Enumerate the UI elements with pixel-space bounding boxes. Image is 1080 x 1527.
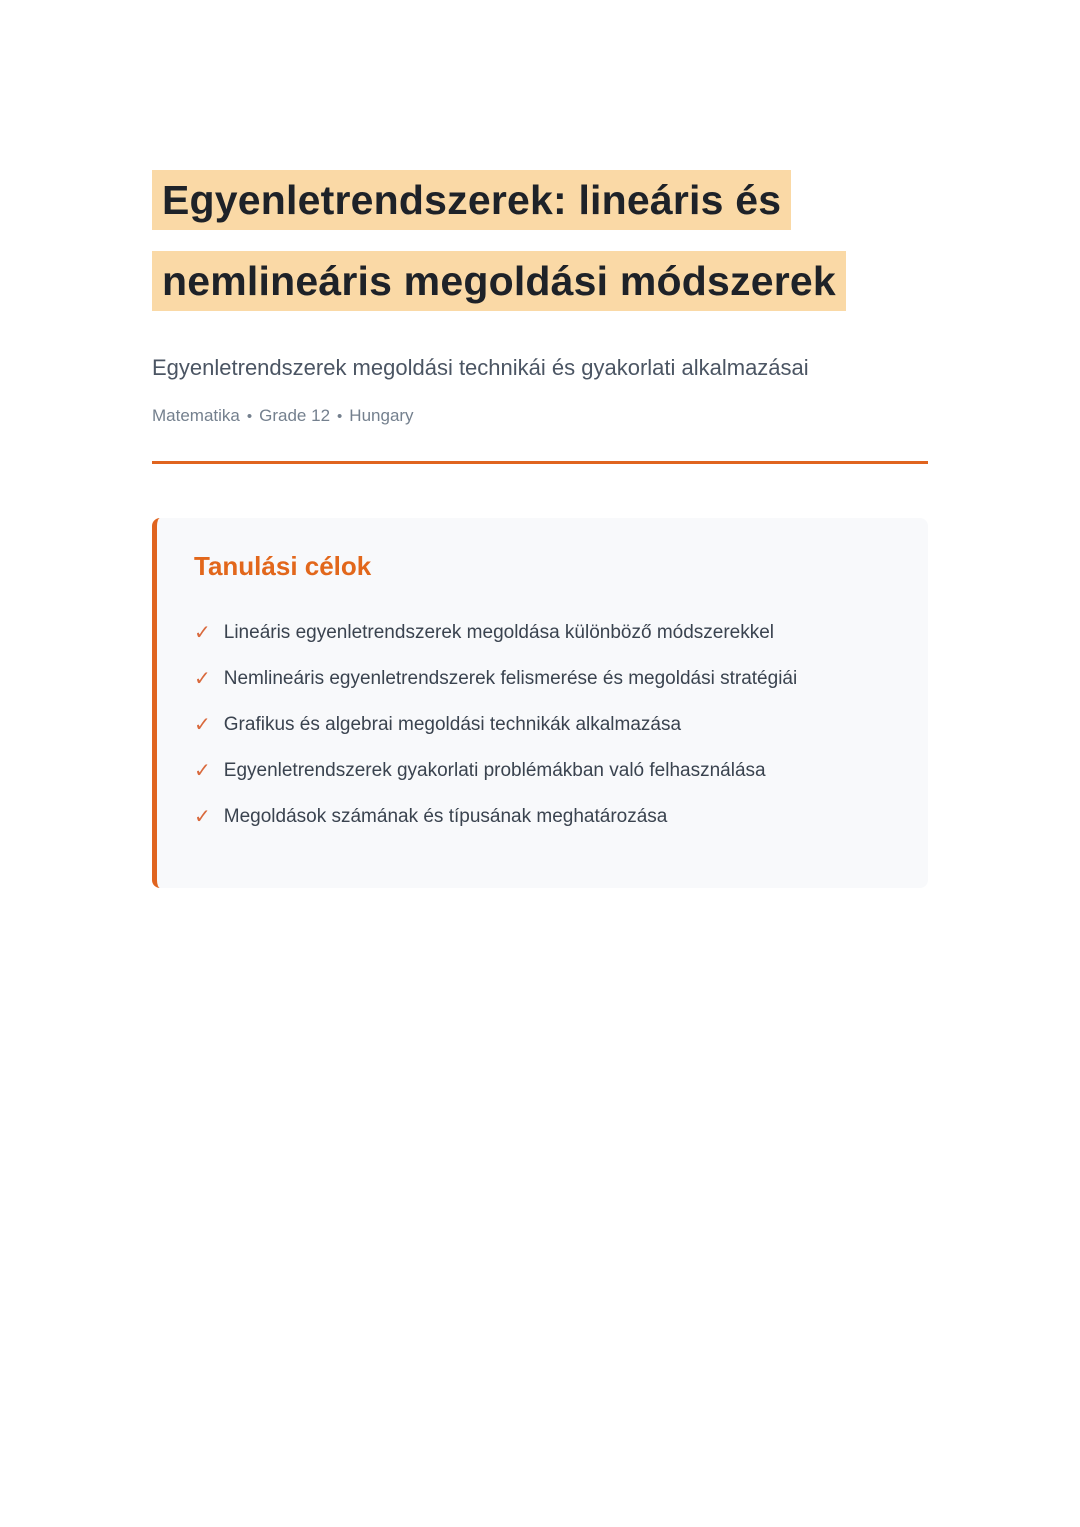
- objective-text: Nemlineáris egyenletrendszerek felismerése és megoldási stratégiái: [223, 668, 798, 689]
- accent-divider: [152, 461, 928, 464]
- learning-objectives-card: [152, 518, 928, 888]
- course-meta: [152, 406, 928, 426]
- meta-separator-icon: •: [337, 408, 343, 425]
- page-subtitle: Egyenletrendszerek megoldási technikái és gyakorlati alkalmazásai: [152, 355, 809, 380]
- objective-text: Grafikus és algebrai megoldási technikák alkalmazása: [223, 714, 682, 735]
- list-item: [194, 706, 898, 744]
- content-column: [152, 0, 928, 888]
- objectives-heading: Tanulási célok: [194, 551, 372, 581]
- page-title: [152, 160, 928, 322]
- meta-grade: Grade 12: [259, 406, 331, 425]
- meta-separator-icon: •: [246, 408, 253, 425]
- check-icon: ✓: [194, 806, 211, 828]
- list-item: [194, 614, 898, 652]
- check-icon: ✓: [194, 760, 211, 782]
- objective-text: Lineáris egyenletrendszerek megoldása különböző módszerekkel: [223, 622, 775, 643]
- list-item: [194, 660, 898, 698]
- check-icon: ✓: [194, 668, 211, 690]
- objective-text: Megoldások számának és típusának meghatározása: [223, 806, 668, 827]
- check-icon: ✓: [194, 714, 211, 736]
- list-item: [194, 752, 898, 790]
- meta-country: Hungary: [349, 406, 414, 425]
- objectives-list: [194, 614, 898, 836]
- meta-subject: Matematika: [152, 406, 240, 425]
- page-title-highlight: Egyenletrendszerek: lineáris és nemlineáris megoldási módszerek: [152, 170, 846, 311]
- objective-text: Egyenletrendszerek gyakorlati problémákban való felhasználása: [223, 760, 766, 781]
- check-icon: ✓: [194, 622, 211, 644]
- list-item: [194, 798, 898, 836]
